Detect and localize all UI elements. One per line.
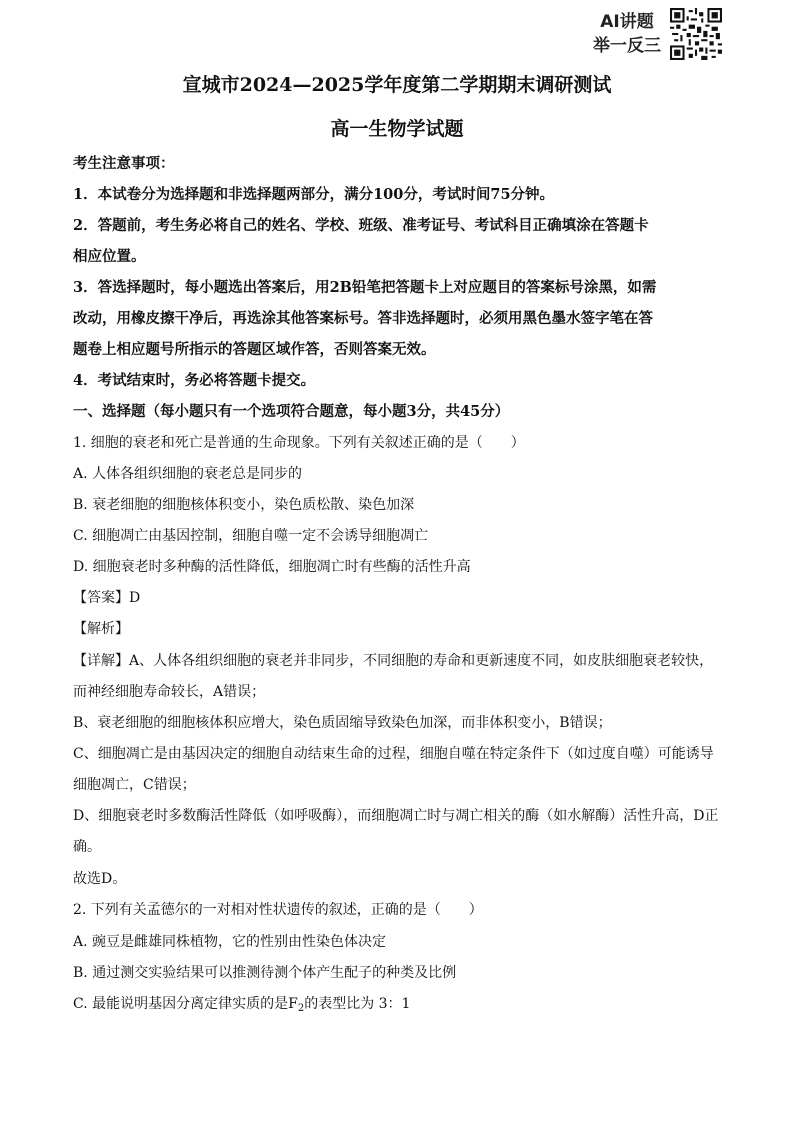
section-heading: 一、选择题（每小题只有一个选项符合题意，每小题3分，共45分） xyxy=(73,403,510,420)
option-c-text: C. 最能说明基因分离定律实质的是F xyxy=(73,996,298,1012)
notice-item: 相应位置。 xyxy=(73,248,146,265)
detail-line: C、细胞凋亡是由基因决定的细胞自动结束生命的过程，细胞自噬在特定条件下（如过度自噬）可能诱导 xyxy=(73,746,714,762)
option-c-ratio: 的表型比为 3：1 xyxy=(304,996,411,1012)
detail-conclusion: 故选D。 xyxy=(73,871,127,887)
question-1-option-d: D. 细胞衰老时多种酶的活性降低，细胞凋亡时有些酶的活性升高 xyxy=(73,559,471,575)
notice-item: 题卷上相应题号所指示的答题区域作答，否则答案无效。 xyxy=(73,341,436,358)
subscript: 2 xyxy=(297,1003,305,1014)
question-1-option-c: C. 细胞凋亡由基因控制，细胞自噬一定不会诱导细胞凋亡 xyxy=(73,528,429,544)
ai-badge[interactable] xyxy=(586,8,724,60)
analysis-label: 【解析】 xyxy=(73,621,129,637)
notice-item: 3．答选择题时，每小题选出答案后，用2B铅笔把答题卡上对应题目的答案标号涂黑，如需 xyxy=(73,279,657,296)
page-title: 宣城市2024—2025学年度第二学期期末调研测试 xyxy=(182,74,612,96)
notice-item: 1．本试卷分为选择题和非选择题两部分，满分100分，考试时间75分钟。 xyxy=(73,186,555,203)
page-subtitle: 高一生物学试题 xyxy=(330,118,464,140)
question-2-stem: 2. 下列有关孟德尔的一对相对性状遗传的叙述，正确的是（ ） xyxy=(73,902,483,918)
notice-item: 4．考试结束时，务必将答题卡提交。 xyxy=(73,372,316,389)
detail-line: D、细胞衰老时多数酶活性降低（如呼吸酶），而细胞凋亡时与凋亡相关的酶（如水解酶）活性升高，D正 xyxy=(73,808,719,824)
badge-text xyxy=(586,10,668,58)
notice-item: 2．答题前，考生务必将自己的姓名、学校、班级、准考证号、考试科目正确填涂在答题卡 xyxy=(73,217,649,234)
badge-line2: 举一反三 xyxy=(593,36,661,56)
qr-code-icon[interactable] xyxy=(670,8,722,60)
notice-item: 改动，用橡皮擦干净后，再选涂其他答案标号。答非选择题时，必须用黑色墨水签字笔在答 xyxy=(73,310,653,327)
notice-heading: 考生注意事项： xyxy=(73,155,175,172)
detail-line: 【详解】A、人体各组织细胞的衰老并非同步，不同细胞的寿命和更新速度不同，如皮肤细胞衰老较快， xyxy=(73,653,714,669)
question-2-option-a: A. 豌豆是雌雄同株植物，它的性别由性染色体决定 xyxy=(73,934,387,950)
question-2-option-b: B. 通过测交实验结果可以推测待测个体产生配子的种类及比例 xyxy=(73,965,457,981)
question-1-stem: 1. 细胞的衰老和死亡是普通的生命现象。下列有关叙述正确的是（ ） xyxy=(73,435,525,451)
question-1-option-b: B. 衰老细胞的细胞核体积变小，染色质松散、染色加深 xyxy=(73,497,415,513)
detail-line: 确。 xyxy=(73,839,101,855)
question-1-option-a: A. 人体各组织细胞的衰老总是同步的 xyxy=(73,466,303,482)
detail-line: 而神经细胞寿命较长，A错误； xyxy=(73,684,266,700)
answer-label: 【答案】D xyxy=(73,590,141,606)
detail-line: 细胞凋亡，C错误； xyxy=(73,777,196,793)
badge-line1: AI讲题 xyxy=(600,12,654,32)
question-2-option-c xyxy=(73,993,410,1014)
detail-line: B、衰老细胞的细胞核体积应增大，染色质固缩导致染色加深，而非体积变小，B错误； xyxy=(73,715,612,731)
